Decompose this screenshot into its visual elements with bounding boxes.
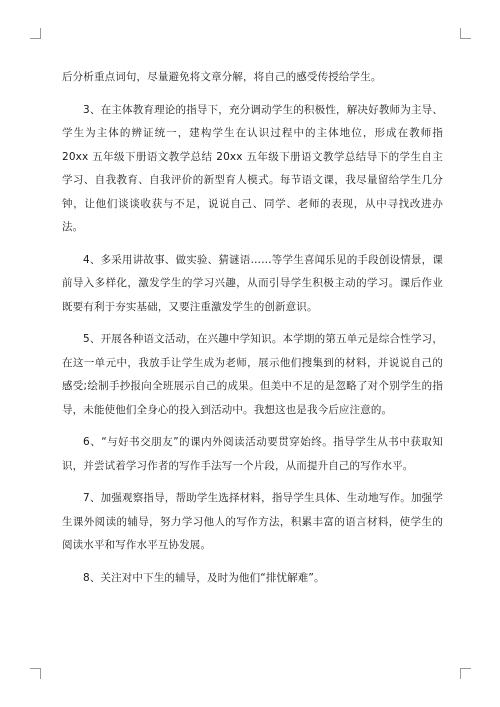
paragraph-continuation: 后分析重点词句，尽量避免将文章分解，将自己的感受传授给学生。 <box>62 71 382 83</box>
paragraph-item-6: 6、“与好书交朋友”的课内外阅读活动要贯穿始终。指导学生从书中获取知识，并尝试着学习作者的写作手法写一个片段，从而提升自己的写作水平。 <box>62 436 443 472</box>
paragraph-item-4: 4、多采用讲故事、做实验、猜谜语……等学生喜闻乐见的手段创设情景，课前导入多样化，激发学生的学习兴趣，从而引导学生积极主动的学习。课后作业既要有利于夯实基础，又要注重激发学生的创新意识。 <box>62 253 443 313</box>
crop-mark-bottom-left <box>30 668 41 679</box>
document-body <box>62 66 443 599</box>
paragraph-item-3: 3、在主体教育理论的指导下，充分调动学生的积极性，解决好教师为主导、学生为主体的辨证统一，建构学生在认识过程中的主体地位，形成在教师指 20xx 五年级下册语文教学总结 20xx 五年级下册语文教学总结导下的学生自主学习、自我教育、自我评价的新型育人模式。每节语文课，我尽量留给学生几分钟，让他们谈谈收获与不足，说说自己、同学、老师的表现，从中寻找改进办法。 <box>62 103 443 233</box>
crop-mark-top-left <box>30 28 41 39</box>
paragraph-item-5: 5、开展各种语文活动，在兴趣中学知识。本学期的第五单元是综合性学习，在这一单元中，我放手让学生成为老师，展示他们搜集到的材料，并说说自己的感受;绘制手抄报向全班展示自己的成果。但美中不足的是忽略了对个别学生的指导，未能使他们全身心的投入到活动中。我想这也是我今后应注意的。 <box>62 333 443 416</box>
crop-mark-top-right <box>460 28 471 39</box>
crop-mark-bottom-right <box>460 668 471 679</box>
paragraph-item-7: 7、加强观察指导，帮助学生选择材料，指导学生具体、生动地写作。加强学生课外阅读的辅导，努力学习他人的写作方法，积累丰富的语言材料，使学生的阅读水平和写作水平互协发展。 <box>62 492 443 551</box>
paragraph-item-8: 8、关注对中下生的辅导，及时为他们“排忧解难”。 <box>83 571 325 584</box>
